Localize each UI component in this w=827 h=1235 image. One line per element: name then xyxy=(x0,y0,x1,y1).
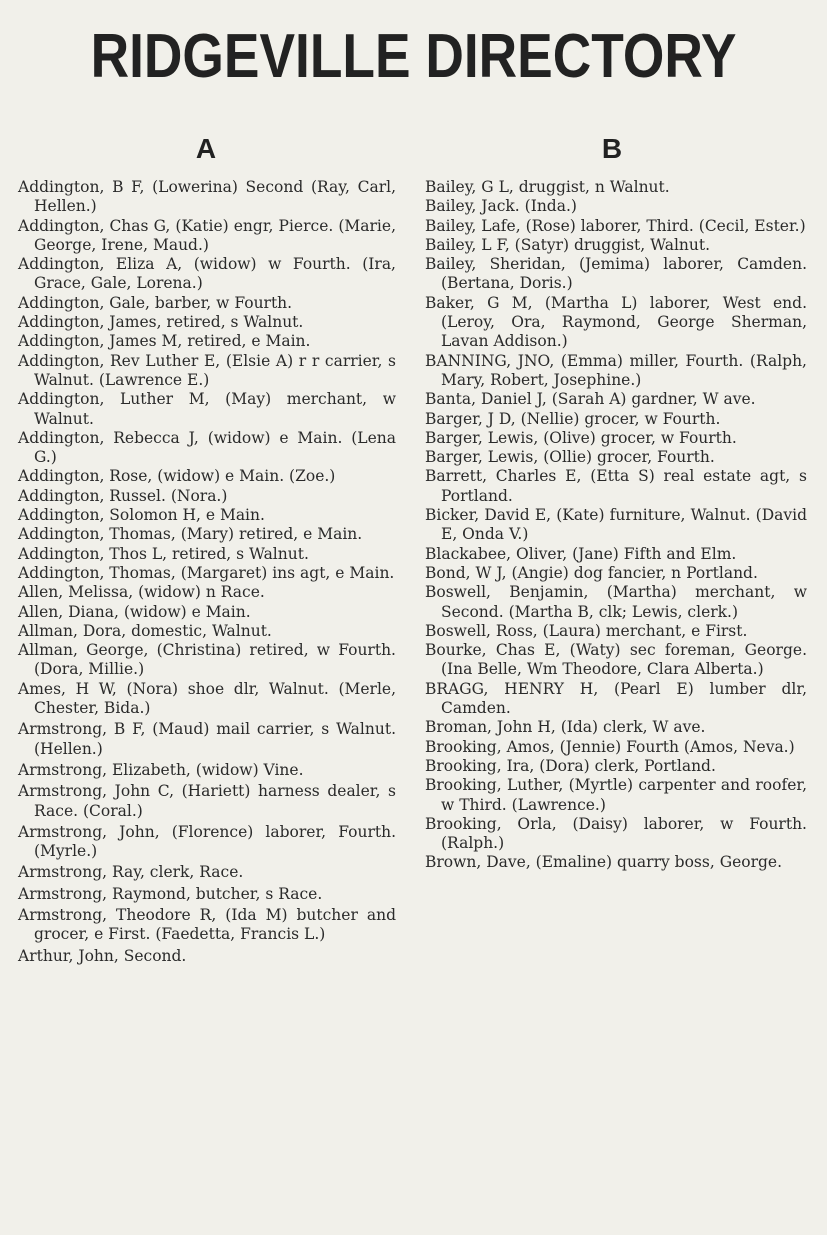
directory-entry: Armstrong, Ray, clerk, Race. xyxy=(18,863,244,882)
directory-entry: Armstrong, B F, (Maud) mail carrier, s Walnut. (Hellen.) xyxy=(18,720,396,758)
directory-entry: Armstrong, Elizabeth, (widow) Vine. xyxy=(18,760,304,779)
directory-entry: Armstrong, John C, (Hariett) harness dealer, s Race. (Coral.) xyxy=(18,782,396,820)
directory-entry: Addington, Gale, barber, w Fourth. xyxy=(18,293,293,312)
directory-entry: Armstrong, John, (Florence) laborer, Fourth. (Myrle.) xyxy=(18,822,396,861)
directory-entry: Brooking, Ira, (Dora) clerk, Portland. xyxy=(425,756,716,775)
directory-entry: Blackabee, Oliver, (Jane) Fifth and Elm. xyxy=(425,544,737,563)
directory-entry: Bicker, David E, (Kate) furniture, Walnut. (David E, Onda V.) xyxy=(425,506,807,544)
directory-entry: Boswell, Benjamin, (Martha) merchant, w Second. (Martha B, clk; Lewis, clerk.) xyxy=(425,583,807,621)
directory-entry: Addington, Rev Luther E, (Elsie A) r r carrier, s Walnut. (Lawrence E.) xyxy=(18,351,396,389)
directory-entry: Barger, Lewis, (Olive) grocer, w Fourth. xyxy=(425,428,737,447)
directory-entry: Allman, Dora, domestic, Walnut. xyxy=(18,621,272,640)
directory-entry: BRAGG, HENRY H, (Pearl E) lumber dlr, Camden. xyxy=(425,679,807,718)
directory-entry: Banta, Daniel J, (Sarah A) gardner, W ave. xyxy=(425,390,756,409)
directory-entry: Allman, George, (Christina) retired, w Fourth. (Dora, Millie.) xyxy=(18,641,396,679)
directory-entry: Armstrong, Raymond, butcher, s Race. xyxy=(18,884,323,903)
directory-entry: Addington, James M, retired, e Main. xyxy=(18,332,311,351)
directory-entry: Addington, Thomas, (Mary) retired, e Main. xyxy=(18,525,363,544)
page-title: RIDGEVILLE DIRECTORY xyxy=(90,22,737,91)
directory-entry: Addington, Luther M, (May) merchant, w Walnut. xyxy=(18,390,396,428)
directory-entry: Brown, Dave, (Emaline) quarry boss, George. xyxy=(425,853,783,872)
directory-entry: Bailey, Jack. (Inda.) xyxy=(425,197,577,216)
directory-entry: Bourke, Chas E, (Waty) sec foreman, George. (Ina Belle, Wm Theodore, Clara Alberta.) xyxy=(425,641,807,679)
directory-entry: Ames, H W, (Nora) shoe dlr, Walnut. (Merle, Chester, Bida.) xyxy=(18,679,396,718)
directory-entry: Addington, Eliza A, (widow) w Fourth. (Ira, Grace, Gale, Lorena.) xyxy=(18,255,396,293)
directory-entry: Addington, Chas G, (Katie) engr, Pierce. (Marie, George, Irene, Maud.) xyxy=(18,216,396,254)
directory-entry: Baker, G M, (Martha L) laborer, West end. (Leroy, Ora, Raymond, George Sherman, Lavan Addison.) xyxy=(425,293,807,351)
directory-entry: Brooking, Amos, (Jennie) Fourth (Amos, Neva.) xyxy=(425,737,795,756)
directory-entry: Allen, Diana, (widow) e Main. xyxy=(18,602,251,621)
directory-entry: Addington, Thos L, retired, s Walnut. xyxy=(18,544,309,563)
directory-entry: Bailey, L F, (Satyr) druggist, Walnut. xyxy=(425,235,711,254)
directory-entry: Addington, B F, (Lowerina) Second (Ray, Carl, Hellen.) xyxy=(18,178,396,216)
directory-entry: Bailey, Lafe, (Rose) laborer, Third. (Cecil, Ester.) xyxy=(425,216,806,235)
directory-entry: Addington, James, retired, s Walnut. xyxy=(18,313,304,332)
directory-entry: Brooking, Orla, (Daisy) laborer, w Fourth. (Ralph.) xyxy=(425,814,807,853)
directory-entry: Bailey, G L, druggist, n Walnut. xyxy=(425,178,670,196)
directory-entry: Brooking, Luther, (Myrtle) carpenter and roofer, w Third. (Lawrence.) xyxy=(425,776,807,814)
directory-entry: Addington, Rebecca J, (widow) e Main. (Lena G.) xyxy=(18,428,396,467)
directory-entry: Addington, Rose, (widow) e Main. (Zoe.) xyxy=(18,467,336,486)
directory-entry: Boswell, Ross, (Laura) merchant, e First. xyxy=(425,621,748,640)
directory-entry: Armstrong, Theodore R, (Ida M) butcher and grocer, e First. (Faedetta, Francis L.) xyxy=(18,905,396,944)
directory-entry: Allen, Melissa, (widow) n Race. xyxy=(18,583,265,602)
directory-entry: Addington, Russel. (Nora.) xyxy=(18,486,228,505)
directory-entry: Broman, John H, (Ida) clerk, W ave. xyxy=(425,718,706,737)
directory-entry: Addington, Solomon H, e Main. xyxy=(18,506,265,525)
directory-entry: Barrett, Charles E, (Etta S) real estate agt, s Portland. xyxy=(425,467,807,505)
column-heading-a: A xyxy=(195,133,217,164)
directory-entry: Arthur, John, Second. xyxy=(18,946,187,965)
directory-entry: Bailey, Sheridan, (Jemima) laborer, Camden. (Bertana, Doris.) xyxy=(425,255,807,293)
column-heading-b: B xyxy=(601,133,623,164)
directory-entry: Barger, J D, (Nellie) grocer, w Fourth. xyxy=(425,409,721,428)
directory-entry: BANNING, JNO, (Emma) miller, Fourth. (Ralph, Mary, Robert, Josephine.) xyxy=(425,351,807,389)
directory-entry: Barger, Lewis, (Ollie) grocer, Fourth. xyxy=(425,448,715,467)
directory-entry: Bond, W J, (Angie) dog fancier, n Portland. xyxy=(425,563,758,582)
directory-column-a xyxy=(18,178,396,966)
directory-entry: Addington, Thomas, (Margaret) ins agt, e Main. xyxy=(18,563,395,582)
directory-column-b xyxy=(425,178,807,873)
